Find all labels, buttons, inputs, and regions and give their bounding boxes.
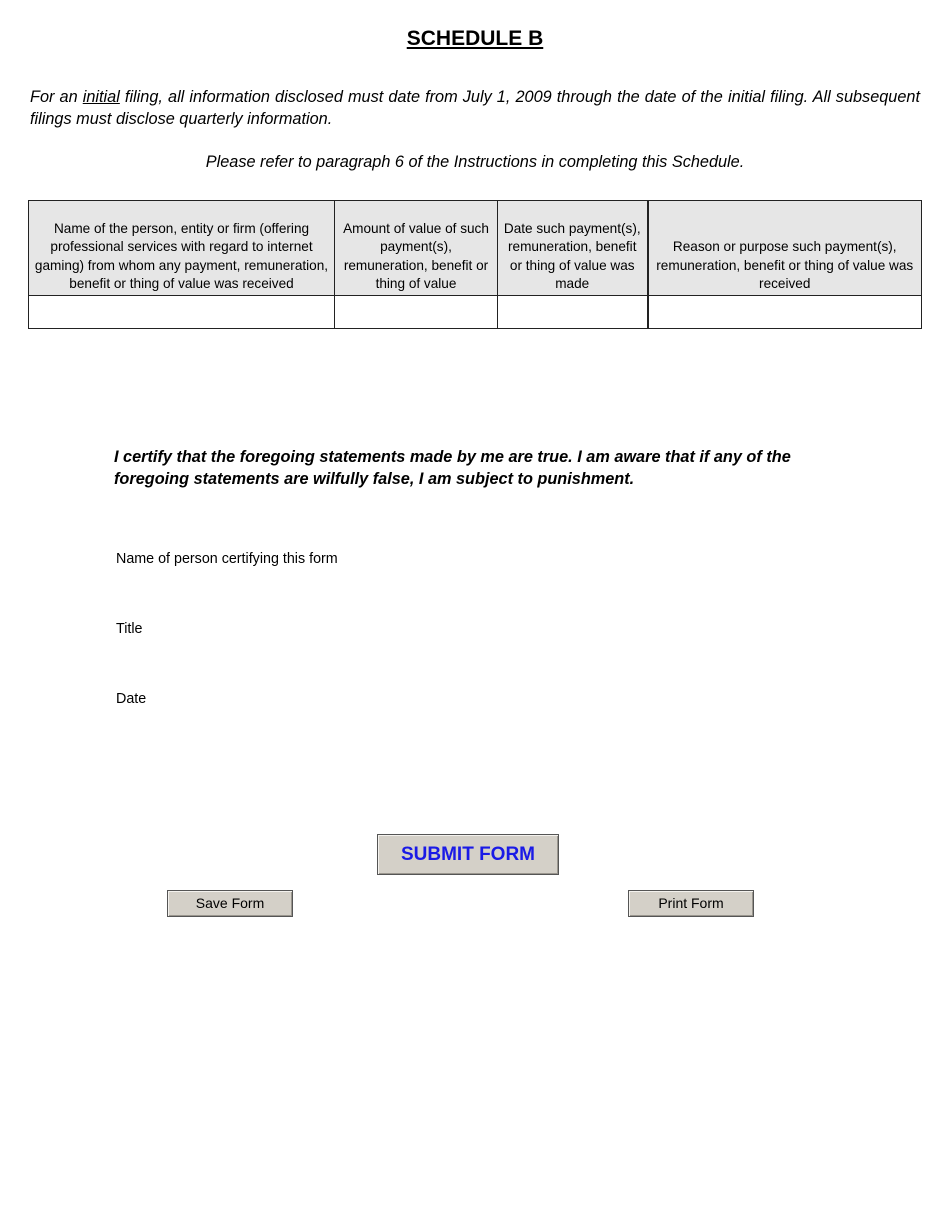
cell-amount-input[interactable] — [335, 296, 498, 329]
column-header-date: Date such payment(s), remuneration, benefit or thing of value was made — [498, 201, 648, 296]
column-header-payer-name: Name of the person, entity or firm (offering professional services with regard to internet gaming) from whom any payment, remuneration, benefit or thing of value was received — [29, 201, 335, 296]
submit-form-button[interactable]: SUBMIT FORM — [377, 834, 559, 875]
schedule-table — [28, 200, 922, 329]
cell-date-input[interactable] — [498, 296, 648, 329]
certification-statement: I certify that the foregoing statements made by me are true. I am aware that if any of the foregoing statements are wilfully false, I am subject to punishment. — [114, 448, 791, 488]
save-form-button[interactable]: Save Form — [167, 890, 293, 917]
intro-underlined-word: initial — [82, 88, 120, 106]
certifier-title-label: Title — [116, 621, 143, 637]
page-title: SCHEDULE B — [406, 27, 544, 50]
table-row — [29, 296, 922, 329]
cell-payer-name-input[interactable] — [29, 296, 335, 329]
instructions-reference: Please refer to paragraph 6 of the Instructions in completing this Schedule. — [205, 153, 745, 171]
certifier-name-label: Name of person certifying this form — [116, 551, 338, 567]
certification-date-label: Date — [116, 691, 147, 707]
intro-paragraph — [30, 86, 920, 130]
intro-text-start: For an — [30, 88, 83, 106]
column-header-reason: Reason or purpose such payment(s), remuneration, benefit or thing of value was received — [648, 201, 922, 296]
column-header-amount: Amount of value of such payment(s), remuneration, benefit or thing of value — [335, 201, 498, 296]
cell-reason-input[interactable] — [648, 296, 922, 329]
intro-text-end: filing, all information disclosed must date from July 1, 2009 through the date of the initial filing. All subsequent filings must disclose quarterly information. — [30, 88, 920, 128]
print-form-button[interactable]: Print Form — [628, 890, 754, 917]
table-header-row — [29, 201, 922, 296]
